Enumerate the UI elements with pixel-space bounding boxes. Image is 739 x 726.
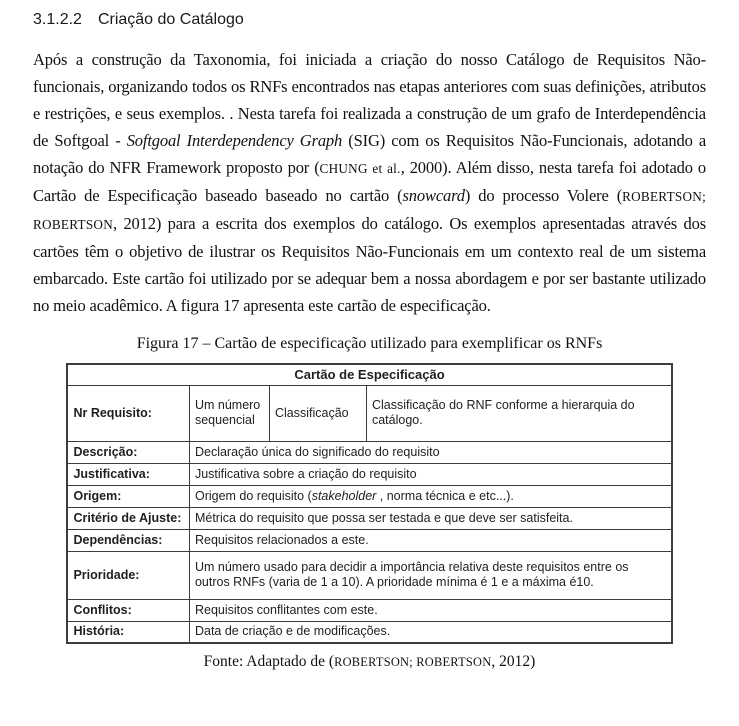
table-row	[67, 463, 671, 485]
row-label: Prioridade:	[67, 551, 189, 599]
section-title: Criação do Catálogo	[97, 11, 244, 28]
section-heading	[33, 9, 706, 31]
row-label: Origem:	[67, 485, 189, 507]
row-value: Data de criação e de modificações.	[189, 621, 671, 643]
table-row	[67, 599, 671, 621]
table-row	[67, 385, 671, 441]
row-value: Um número usado para decidir a importância relativa deste requisitos entre os outros RNFs (varia de 1 a 10). A prioridade mínima é 1 e a máxima é10.	[189, 551, 671, 599]
row-value: Requisitos conflitantes com este.	[189, 599, 671, 621]
table-row	[67, 551, 671, 599]
row-label: Justificativa:	[67, 463, 189, 485]
table-row	[67, 621, 671, 643]
row-value: Declaração única do significado do requisito	[189, 441, 671, 463]
row-value: Métrica do requisito que possa ser testada e que deve ser satisfeita.	[189, 507, 671, 529]
row-value: Classificação do RNF conforme a hierarquia do catálogo.	[366, 385, 671, 441]
body-paragraph: Após a construção da Taxonomia, foi iniciada a criação do nosso Catálogo de Requisitos Não-funcionais, organizando todos os RNFs encontrados nas etapas anteriores com suas definições, atributos e restrições, e seus exemplos. . Nesta tarefa foi realizada a construção de um grafo de Interdependência de Softgoal - Softgoal Interdependency Graph (SIG) com os Requisitos Não-Funcionais, adotando a notação do NFR Framework proposto por (CHUNG et al., 2000). Além disso, nesta tarefa foi adotado o Cartão de Especificação baseado baseado no cartão (snowcard) do processo Volere (ROBERTSON; ROBERTSON, 2012) para a escrita dos exemplos do catálogo. Os exemplos apresentadas através dos cartões têm o objetivo de ilustrar os Requisitos Não-Funcionais em um contexto real de um sistema embarcado. Este cartão foi utilizado por se adequar bem a nossa abordagem e por ser bastante utilizado no meio acadêmico. A figura 17 apresenta este cartão de especificação.	[33, 50, 707, 315]
figure-caption: Figura 17 – Cartão de especificação utilizado para exemplificar os RNFs	[136, 335, 603, 352]
row-label: História:	[67, 621, 189, 643]
row-label: Dependências:	[67, 529, 189, 551]
table-row	[67, 529, 671, 551]
spec-table	[66, 363, 672, 644]
table-title-row	[67, 364, 671, 385]
row-label: Conflitos:	[67, 599, 189, 621]
row-value: Justificativa sobre a criação do requisito	[189, 463, 671, 485]
row-label: Critério de Ajuste:	[67, 507, 189, 529]
row-label: Descrição:	[67, 441, 189, 463]
table-row	[67, 485, 671, 507]
table-row	[67, 441, 671, 463]
table-title: Cartão de Especificação	[67, 364, 671, 385]
section-number: 3.1.2.2	[33, 11, 82, 28]
row-value: Classificação	[269, 385, 366, 441]
row-label: Nr Requisito:	[67, 385, 189, 441]
row-value: Origem do requisito (stakeholder , norma técnica e etc...).	[189, 485, 671, 507]
row-value: Requisitos relacionados a este.	[189, 529, 671, 551]
row-value: Um número sequencial	[189, 385, 269, 441]
table-row	[67, 507, 671, 529]
source-note: Fonte: Adaptado de (ROBERTSON; ROBERTSON, 2012)	[203, 653, 536, 670]
